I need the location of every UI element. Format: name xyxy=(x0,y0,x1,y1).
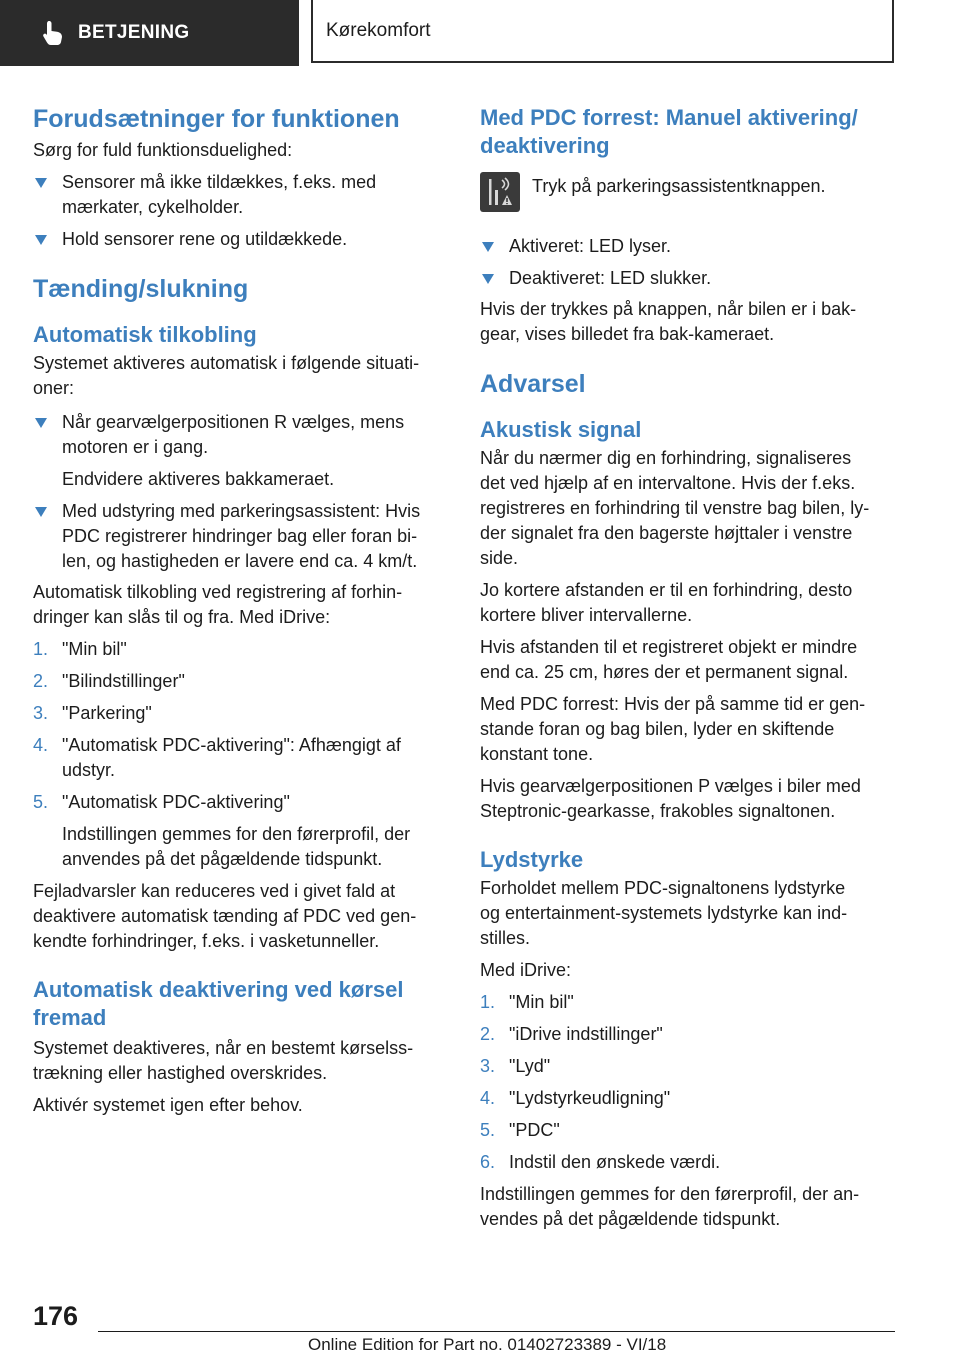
paragraph: Hvis gearvælgerpositionen P vælges i biler med Steptronic-gearkasse, frakobles signaltonen. xyxy=(480,776,861,821)
paragraph: Fejladvarsler kan reduceres ved i givet fald at deaktivere automatisk tænding af PDC ved gen- kendte forhindringer, f.eks. i vasketunneller. xyxy=(33,881,417,951)
edition-text: Online Edition for Part no. 01402723389 - VI/18 xyxy=(308,1335,667,1354)
triangle-bullet-icon xyxy=(482,242,494,252)
list-item: Når gearvælgerpositionen R vælges, mens motoren er i gang. Endvidere aktiveres bakkameraet. xyxy=(33,410,443,492)
section-title: BETJENING xyxy=(78,22,190,43)
footer-divider xyxy=(98,1331,895,1332)
paragraph: Forholdet mellem PDC-signaltonens lydstyrke og entertainment-systemets lydstyrke kan ind- stilles. xyxy=(480,878,848,948)
parking-assistant-button-icon xyxy=(480,172,520,212)
list-item: Deaktiveret: LED slukker. xyxy=(480,266,900,291)
triangle-bullet-icon xyxy=(35,178,47,188)
list-item: 4. "Automatisk PDC-aktivering": Afhængigt af udstyr. xyxy=(33,735,401,780)
list-item: 5. "Automatisk PDC-aktivering" Indstillingen gemmes for den førerprofil, der anvendes på det pågældende tidspunkt. xyxy=(33,792,411,869)
heading-acoustic-signal: Akustisk signal xyxy=(480,417,642,442)
left-column xyxy=(33,104,443,1118)
paragraph: Med iDrive: xyxy=(480,960,572,980)
triangle-bullet-icon xyxy=(35,418,47,428)
paragraph: Når du nærmer dig en forhindring, signaliseres det ved hjælp af en intervaltone. Hvis der f.eks. registreres en forhindring til venstre bag bilen, ly- der signalet fra den bagerste højttaler i venstre side. xyxy=(480,448,870,568)
heading-auto-on: Automatisk tilkobling xyxy=(33,322,257,347)
paragraph: Automatisk tilkobling ved registrering af forhin- dringer kan slås til og fra. Med iDrive: xyxy=(33,582,403,627)
instruction-text: Tryk på parkeringsassistentknappen. xyxy=(532,176,826,196)
requirements-intro: Sørg for fuld funktionsduelighed: xyxy=(33,140,293,160)
hand-pointer-icon xyxy=(42,20,64,46)
paragraph: Aktivér systemet igen efter behov. xyxy=(33,1095,303,1115)
list-item: 2. "iDrive indstillinger" xyxy=(480,1024,663,1044)
triangle-bullet-icon xyxy=(35,235,47,245)
list-item: 2. "Bilindstillinger" xyxy=(33,671,185,691)
triangle-bullet-icon xyxy=(35,507,47,517)
paragraph: Systemet aktiveres automatisk i følgende situati- oner: xyxy=(33,353,420,398)
heading-on-off: Tænding/slukning xyxy=(33,275,249,303)
chapter-header xyxy=(311,0,894,63)
chapter-title: Kørekomfort xyxy=(326,19,431,41)
heading-auto-deactivation: Automatisk deaktivering ved kørsel fremad xyxy=(33,977,404,1030)
paragraph: Med PDC forrest: Hvis der på samme tid er gen- stande foran og bag bilen, lyder en skiftende konstant tone. xyxy=(480,694,866,764)
list-item: 1. "Min bil" xyxy=(480,992,574,1012)
list-item: Aktiveret: LED lyser. xyxy=(480,234,900,259)
section-tab xyxy=(0,0,299,66)
list-item: Sensorer må ikke tildækkes, f.eks. med mærkater, cykelholder. xyxy=(33,170,443,220)
paragraph: Indstillingen gemmes for den førerprofil, der an- vendes på det pågældende tidspunkt. xyxy=(480,1184,860,1229)
heading-requirements: Forudsætninger for funktionen xyxy=(33,105,400,133)
list-item: 5. "PDC" xyxy=(480,1120,560,1140)
list-item: 4. "Lydstyrkeudligning" xyxy=(480,1088,671,1108)
right-column xyxy=(480,104,900,1232)
list-item: 6. Indstil den ønskede værdi. xyxy=(480,1152,721,1172)
heading-volume: Lydstyrke xyxy=(480,847,584,872)
list-item: Med udstyring med parkeringsassistent: Hvis PDC registrerer hindringer bag eller foran bi- len, og hastigheden er lavere end ca. 4 km/t. xyxy=(33,499,443,574)
paragraph: Hvis der trykkes på knappen, når bilen er i bak- gear, vises billedet fra bak-kameraet. xyxy=(480,299,857,344)
triangle-bullet-icon xyxy=(482,274,494,284)
paragraph: Systemet deaktiveres, når en bestemt kørselss- trækning eller hastighed overskrides. xyxy=(33,1038,414,1083)
numbered-list xyxy=(33,637,443,872)
list-item: Hold sensorer rene og utildækkede. xyxy=(33,227,443,252)
page-number: 176 xyxy=(33,1301,79,1331)
paragraph: Hvis afstanden til et registreret objekt er mindre end ca. 25 cm, høres der et permanent signal. xyxy=(480,637,858,682)
pdc-button-instruction xyxy=(480,174,900,212)
paragraph: Jo kortere afstanden er til en forhindring, desto kortere bliver intervallerne. xyxy=(480,580,853,625)
heading-manual-activation: Med PDC forrest: Manuel aktivering/ deaktivering xyxy=(480,105,858,158)
numbered-list xyxy=(480,990,900,1175)
list-item: 3. "Parkering" xyxy=(33,703,152,723)
list-item: 1. "Min bil" xyxy=(33,639,127,659)
list-item: 3. "Lyd" xyxy=(480,1056,551,1076)
heading-warning: Advarsel xyxy=(480,370,586,398)
